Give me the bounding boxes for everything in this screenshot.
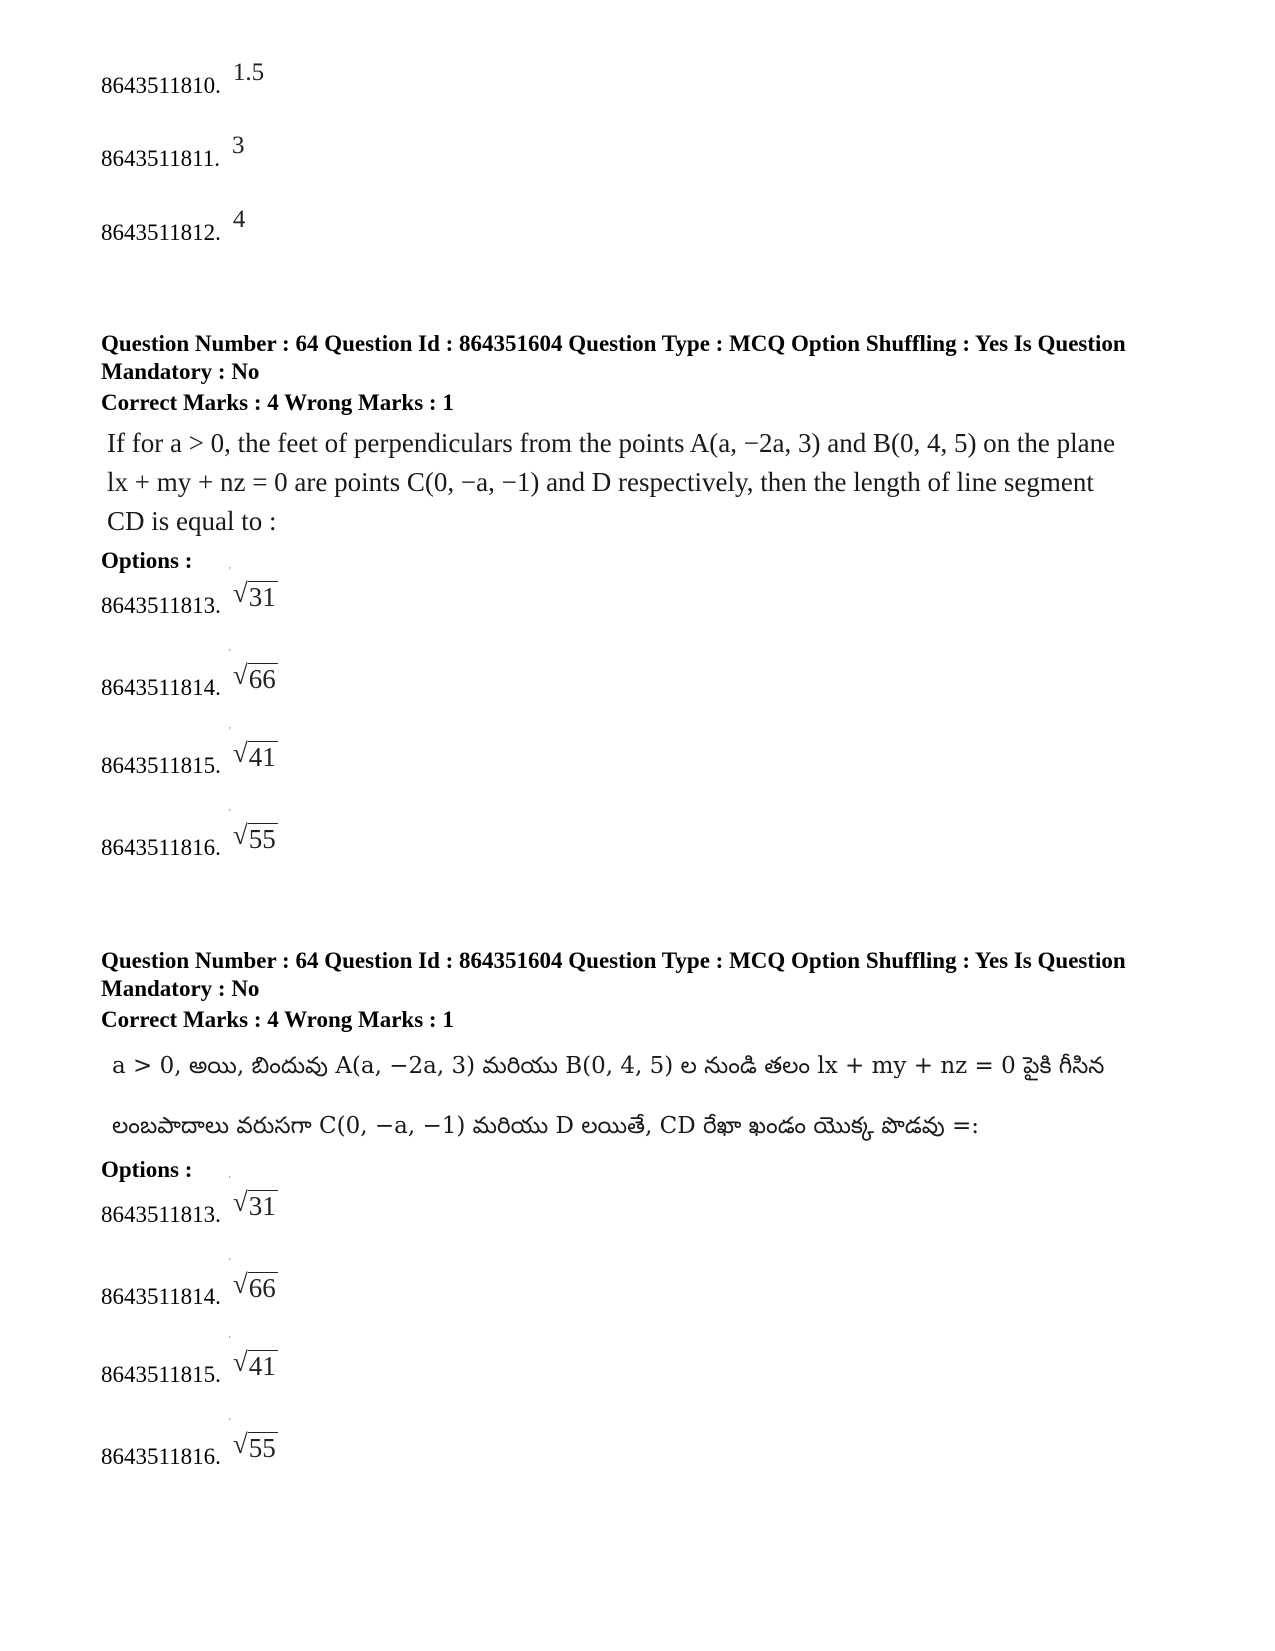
question-header: Question Number : 64 Question Id : 864351604 Question Type : MCQ Option Shuffling : Yes Is Question Mandatory : No bbox=[101, 948, 1126, 1001]
options-label: Options : bbox=[101, 1157, 193, 1182]
option-id: 8643511815. bbox=[101, 1362, 221, 1387]
sqrt-value: ' √ 66 bbox=[228, 1257, 276, 1303]
sqrt-value: ' √ 41 bbox=[228, 726, 276, 772]
sqrt-value: ' √ 55 bbox=[228, 1417, 276, 1463]
question-text-line: a > 0, అయి, బిందువు A(a, −2a, 3) మరియు B(0, 4, 5) ల నుండి తలం lx + my + nz = 0 పైకి గీసిన bbox=[112, 1053, 1105, 1079]
sqrt-value: ' √ 66 bbox=[228, 648, 276, 694]
option-row bbox=[101, 1175, 278, 1227]
radicand: 55 bbox=[248, 824, 276, 854]
question-text bbox=[107, 424, 1187, 541]
option-id: 8643511814. bbox=[101, 1284, 221, 1309]
option-id: 8643511813. bbox=[101, 1202, 221, 1227]
option-row bbox=[101, 1257, 278, 1309]
option-row bbox=[101, 566, 278, 618]
radicand: 66 bbox=[248, 664, 276, 694]
option-id: 8643511811. bbox=[101, 146, 221, 171]
sqrt-value: ' √ 41 bbox=[228, 1335, 276, 1381]
option-id: 8643511810. bbox=[101, 73, 221, 98]
marks-line: Correct Marks : 4 Wrong Marks : 1 bbox=[101, 390, 454, 415]
option-row bbox=[101, 207, 245, 244]
question-text bbox=[112, 1036, 1192, 1156]
option-id: 8643511815. bbox=[101, 753, 221, 778]
option-row bbox=[101, 1335, 278, 1387]
marks-line: Correct Marks : 4 Wrong Marks : 1 bbox=[101, 1007, 454, 1032]
option-id: 8643511816. bbox=[101, 835, 221, 860]
option-row bbox=[101, 133, 245, 170]
option-id: 8643511816. bbox=[101, 1444, 221, 1469]
option-row bbox=[101, 808, 278, 860]
question-text-line: If for a > 0, the feet of perpendiculars from the points A(a, −2a, 3) and B(0, 4, 5) on the plane bbox=[107, 428, 1116, 458]
radicand: 41 bbox=[248, 742, 276, 772]
sqrt-value: ' √ 31 bbox=[228, 566, 276, 612]
option-row bbox=[101, 60, 264, 97]
question-text-line: లంబపాదాలు వరుసగా C(0, −a, −1) మరియు D లయితే, CD రేఖా ఖండం యొక్క పొడవు =: bbox=[112, 1113, 980, 1139]
question-header: Question Number : 64 Question Id : 864351604 Question Type : MCQ Option Shuffling : Yes Is Question Mandatory : No bbox=[101, 331, 1126, 384]
option-row bbox=[101, 648, 278, 700]
option-id: 8643511813. bbox=[101, 593, 221, 618]
radicand: 55 bbox=[248, 1433, 276, 1463]
radicand: 66 bbox=[248, 1273, 276, 1303]
question-text-line: CD is equal to : bbox=[107, 506, 277, 536]
option-value: 1.5 bbox=[232, 59, 265, 86]
question-text-line: lx + my + nz = 0 are points C(0, −a, −1) and D respectively, then the length of line segment bbox=[107, 467, 1094, 497]
option-id: 8643511814. bbox=[101, 675, 221, 700]
radicand: 41 bbox=[248, 1351, 276, 1381]
radicand: 31 bbox=[248, 1191, 276, 1221]
option-value: 3 bbox=[232, 132, 245, 159]
sqrt-value: ' √ 55 bbox=[228, 808, 276, 854]
option-id: 8643511812. bbox=[101, 220, 221, 245]
options-label: Options : bbox=[101, 548, 193, 573]
sqrt-value: ' √ 31 bbox=[228, 1175, 276, 1221]
radicand: 31 bbox=[248, 582, 276, 612]
option-row bbox=[101, 1417, 278, 1469]
option-value: 4 bbox=[232, 206, 246, 233]
option-row bbox=[101, 726, 278, 778]
